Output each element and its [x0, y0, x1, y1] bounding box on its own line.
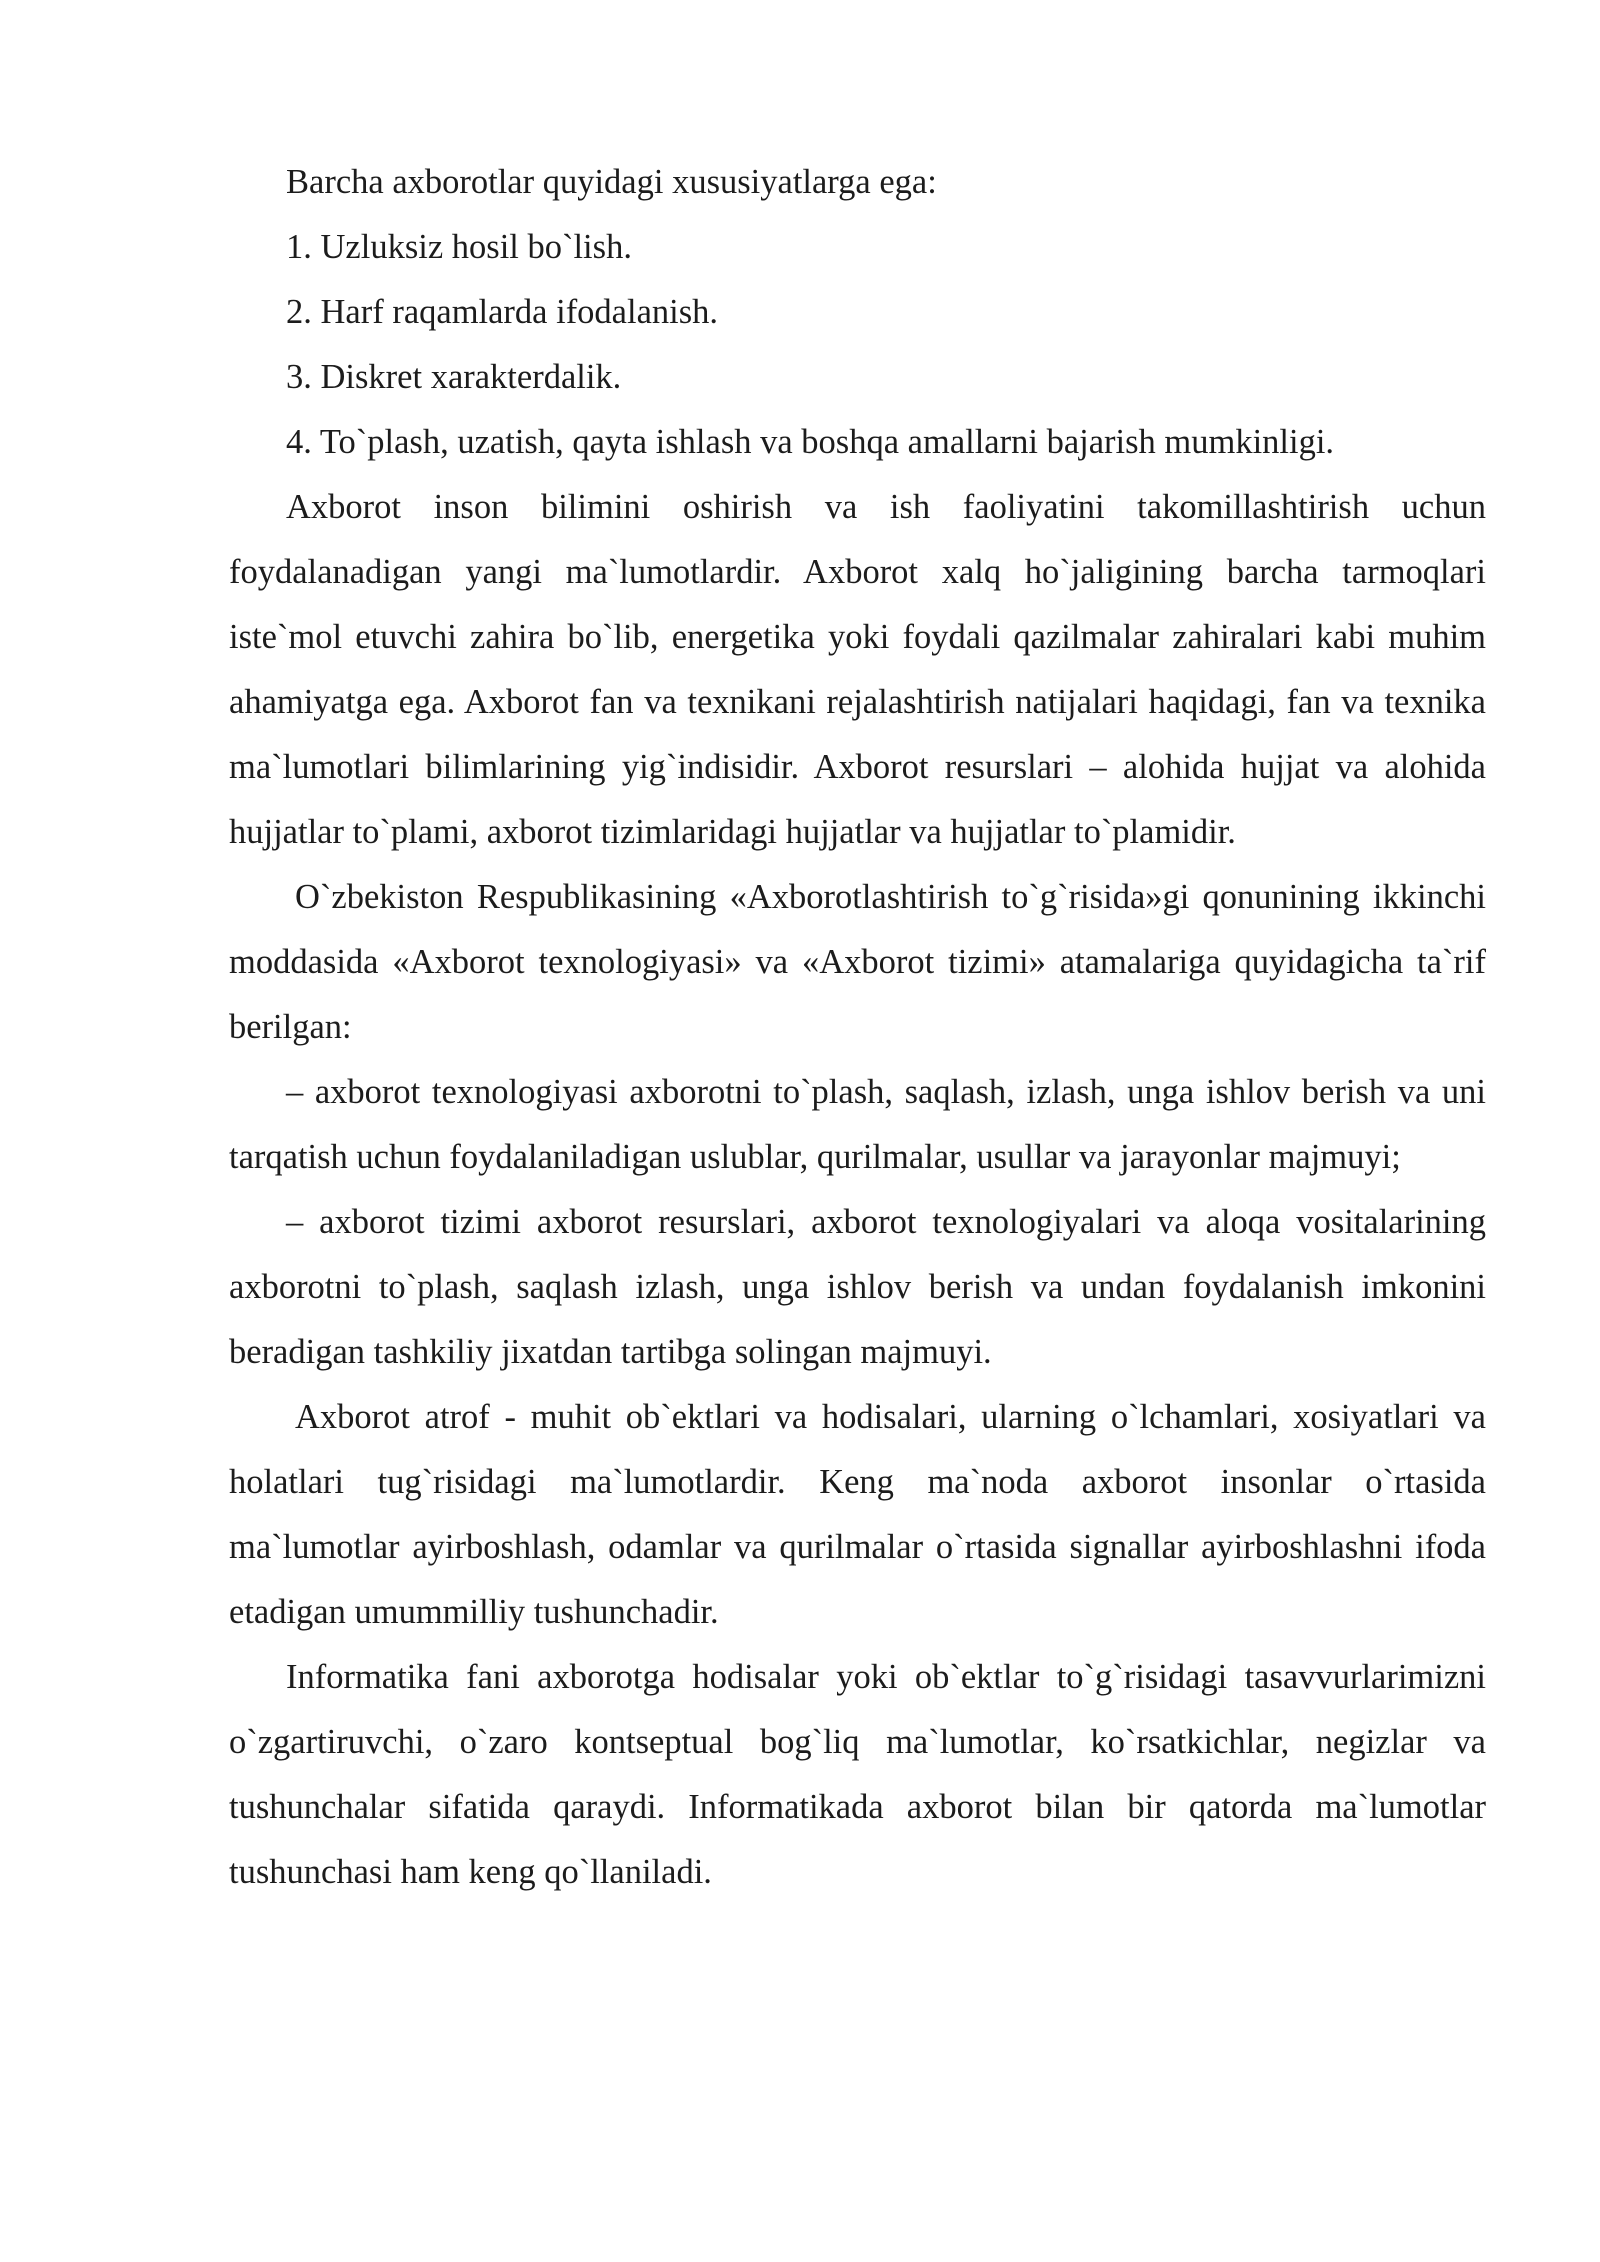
document-body — [229, 150, 1486, 1905]
list-item-2: 2. Harf raqamlarda ifodalanish. — [286, 293, 719, 331]
paragraph-informatika: Informatika fani axborotga hodisalar yoki ob`ektlar to`g`risidagi tasavvurlarimizni o`zgartiruvchi, o`zaro kontseptual bog`liq ma`lumotlar, ko`rsatkichlar, negizlar va tushunchalar sifatida qaraydi. Informatikada axborot bilan bir qatorda ma`lumotlar tushunchasi ham keng qo`llaniladi. — [229, 1658, 1486, 1891]
paragraph-axborot-definition: Axborot inson bilimini oshirish va ish faoliyatini takomillashtirish uchun foydalanadigan yangi ma`lumotlardir. Axborot xalq ho`jaligining barcha tarmoqlari iste`mol etuvchi zahira bo`lib, energetika yoki foydali qazilmalar zahiralari kabi muhim ahamiyatga ega. Axborot fan va texnikani rejalashtirish natijalari haqidagi, fan va texnika ma`lumotlari bilimlarining yig`indisidir. Axborot resurslari – alohida hujjat va alohida hujjatlar to`plami, axborot tizimlaridagi hujjatlar va hujjatlar to`plamidir. — [229, 488, 1486, 851]
paragraph-axborot-texnologiyasi: – axborot texnologiyasi axborotni to`plash, saqlash, izlash, unga ishlov berish va uni tarqatish uchun foydalaniladigan uslublar, qurilmalar, usullar va jarayonlar majmuyi; — [229, 1073, 1486, 1176]
paragraph-law-reference: O`zbekiston Respublikasining «Axborotlashtirish to`g`risida»gi qonunining ikkinchi moddasida «Axborot texnologiyasi» va «Axborot tizimi» atamalariga quyidagicha ta`rif berilgan: — [229, 878, 1486, 1046]
list-item-4: 4. To`plash, uzatish, qayta ishlash va boshqa amallarni bajarish mumkinligi. — [286, 423, 1335, 461]
paragraph-axborot-atrof-muhit: Axborot atrof - muhit ob`ektlari va hodisalari, ularning o`lchamlari, xosiyatlari va holatlari tug`risidagi ma`lumotlardir. Keng ma`noda axborot insonlar o`rtasida ma`lumotlar ayirboshlash, odamlar va qurilmalar o`rtasida signallar ayirboshlashni ifoda etadigan umummilliy tushunchadir. — [229, 1398, 1486, 1631]
intro-line: Barcha axborotlar quyidagi xususiyatlarga ega: — [286, 163, 937, 201]
paragraph-axborot-tizimi: – axborot tizimi axborot resurslari, axborot texnologiyalari va aloqa vositalarining axborotni to`plash, saqlash izlash, unga ishlov berish va undan foydalanish imkonini beradigan tashkiliy jixatdan tartibga solingan majmuyi. — [229, 1203, 1486, 1371]
list-item-1: 1. Uzluksiz hosil bo`lish. — [286, 228, 632, 266]
list-item-3: 3. Diskret xarakterdalik. — [286, 358, 622, 396]
